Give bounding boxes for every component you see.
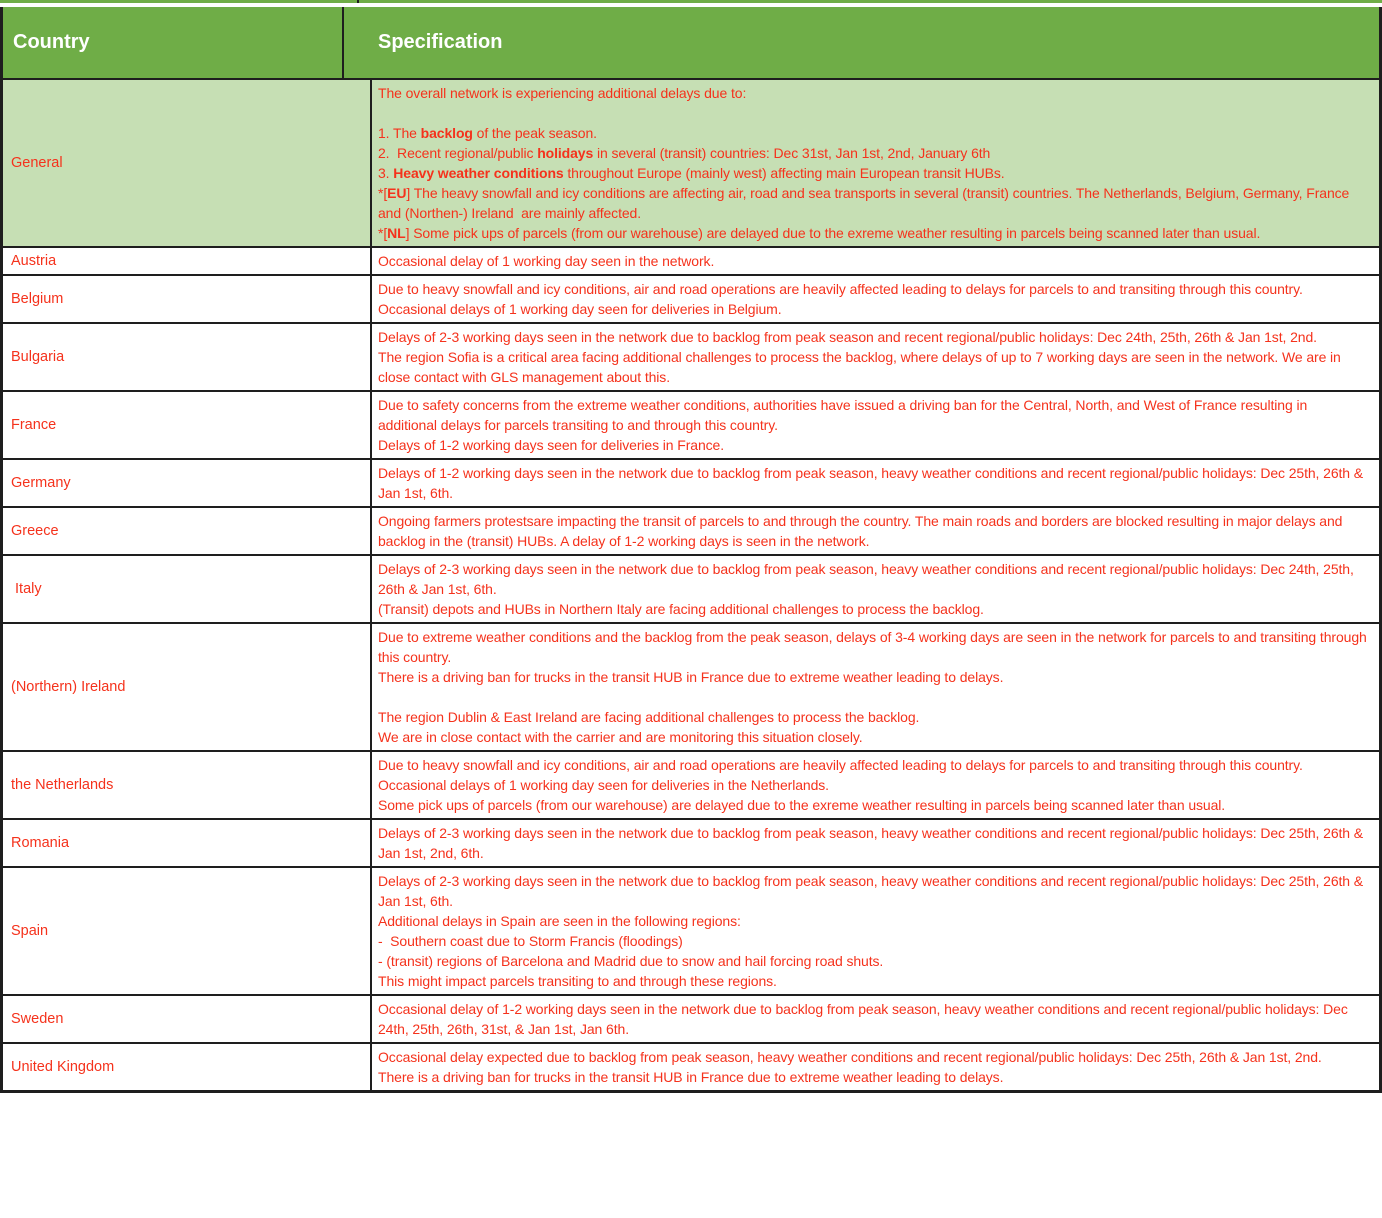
text-segment: Occasional delay expected due to backlog from peak season, heavy weather conditions and recent regional/public holidays: Dec 25th, 26th & Jan 1st, 2nd. [378,1049,1322,1065]
text-segment: We are in close contact with the carrier and are monitoring this situation closely. [378,729,863,745]
text-segment: of the peak season. [472,125,597,141]
text-segment: ] The heavy snowfall and icy conditions are affecting air, road and sea transports in several (transit) countries. The Netherlands, Belgium, Germany, France and (Northen-) Ireland are mainly affected. [378,185,1354,221]
text-segment: Delays of 2-3 working days seen in the network due to backlog from peak season, heavy weather conditions and recent regional/public holidays: Dec 25th, 26th & Jan 1st, 2nd, 6th. [378,825,1367,861]
spec-paragraph [378,435,1369,455]
spec-paragraph [378,775,1369,795]
text-segment: The region Dublin & East Ireland are facing additional challenges to process the backlog. [378,709,920,725]
spec-paragraph [378,559,1369,599]
country-cell: Spain [3,868,372,994]
spec-paragraph [378,911,1369,931]
text-segment: throughout Europe (mainly west) affecting main European transit HUBs. [563,165,1005,181]
spec-paragraph [378,347,1369,387]
table-row [3,820,1379,868]
country-cell: Bulgaria [3,324,372,390]
spec-paragraph [378,707,1369,727]
specification-cell [372,508,1379,554]
text-segment: This might impact parcels transiting to and through these regions. [378,973,777,989]
spec-paragraph [378,223,1369,243]
country-specification-table [0,7,1382,1093]
text-segment: Occasional delays of 1 working day seen for deliveries in the Netherlands. [378,777,829,793]
table-row [3,276,1379,324]
text-segment: 2. Recent regional/public [378,145,538,161]
spec-paragraph [378,931,1369,951]
specification-cell [372,1044,1379,1090]
spec-paragraph [378,143,1369,163]
text-segment: Additional delays in Spain are seen in the following regions: [378,913,741,929]
country-cell: Germany [3,460,372,506]
text-segment: The region Sofia is a critical area facing additional challenges to process the backlog, where delays of up to 7 working days are seen in the network. We are in close contact with GLS management about this. [378,349,1345,385]
table-row [3,752,1379,820]
spec-paragraph [378,795,1369,815]
text-segment: Due to heavy snowfall and icy conditions, air and road operations are heavily affected leading to delays for parcels to and transiting through this country. [378,757,1303,773]
country-cell: the Netherlands [3,752,372,818]
country-cell: Italy [3,556,372,622]
spec-paragraph [378,1047,1369,1067]
text-segment: Due to safety concerns from the extreme weather conditions, authorities have issued a driving ban for the Central, North, and West of France resulting in additional delays for parcels transiting to and through this country. [378,397,1311,433]
spec-paragraph [378,823,1369,863]
country-cell: (Northern) Ireland [3,624,372,750]
specification-cell [372,556,1379,622]
text-segment: Occasional delay of 1 working day seen in the network. [378,253,715,269]
table-row [3,868,1379,996]
country-cell: United Kingdom [3,1044,372,1090]
table-row [3,248,1379,276]
country-cell: General [3,80,372,246]
text-segment: Due to extreme weather conditions and the backlog from the peak season, delays of 3-4 working days are seen in the network for parcels to and transiting through this country. [378,629,1371,665]
text-segment: - (transit) regions of Barcelona and Madrid due to snow and hail forcing road shuts. [378,953,884,969]
bold-text-segment: NL [387,225,406,241]
text-segment: There is a driving ban for trucks in the transit HUB in France due to extreme weather leading to delays. [378,1069,1004,1085]
country-column-header: Country [13,31,90,53]
specification-cell [372,248,1379,274]
spec-paragraph [378,871,1369,911]
table-row [3,80,1379,248]
country-cell: Sweden [3,996,372,1042]
spec-paragraph [378,279,1369,299]
spec-paragraph [378,999,1369,1039]
spec-paragraph [378,327,1369,347]
text-segment: Delays of 1-2 working days seen in the network due to backlog from peak season, heavy weather conditions and recent regional/public holidays: Dec 25th, 26th & Jan 1st, 6th. [378,465,1367,501]
text-segment: 3. [378,165,394,181]
table-row [3,556,1379,624]
table-row [3,624,1379,752]
spec-paragraph [378,163,1369,183]
text-segment: Due to heavy snowfall and icy conditions, air and road operations are heavily affected leading to delays for parcels to and transiting through this country. [378,281,1303,297]
specification-cell [372,820,1379,866]
table-row [3,508,1379,556]
bold-text-segment: backlog [420,125,473,141]
spec-paragraph [378,83,1369,103]
table-row [3,1044,1379,1090]
spec-paragraph [378,727,1369,747]
text-segment: Delays of 2-3 working days seen in the network due to backlog from peak season, heavy weather conditions and recent regional/public holidays: Dec 24th, 25th, 26th & Jan 1st, 6th. [378,561,1358,597]
spec-paragraph [378,687,1369,707]
text-segment: ] Some pick ups of parcels (from our warehouse) are delayed due to the exreme weather resulting in parcels being scanned later than usual. [405,225,1261,241]
spec-paragraph [378,251,1369,271]
specification-cell [372,460,1379,506]
table-row [3,996,1379,1044]
country-cell: Romania [3,820,372,866]
bold-text-segment: holidays [537,145,594,161]
text-segment: *[ [378,185,388,201]
specification-column-header: Specification [342,7,1379,78]
spec-paragraph [378,183,1369,223]
spec-paragraph [378,299,1369,319]
spec-paragraph [378,103,1369,123]
spec-paragraph [378,667,1369,687]
text-segment: The overall network is experiencing additional delays due to: [378,85,747,101]
text-segment: *[ [378,225,388,241]
text-segment: Delays of 1-2 working days seen for deliveries in France. [378,437,725,453]
bold-text-segment: EU [387,185,407,201]
country-cell: France [3,392,372,458]
text-segment: - Southern coast due to Storm Francis (floodings) [378,933,683,949]
text-segment: Ongoing farmers protestsare impacting the transit of parcels to and through the country. The main roads and borders are blocked resulting in major delays and backlog in the (transit) HUBs. A delay of 1-2 working days is seen in the network. [378,513,1347,549]
spec-paragraph [378,599,1369,619]
table-row [3,460,1379,508]
spec-paragraph [378,463,1369,503]
text-segment: There is a driving ban for trucks in the transit HUB in France due to extreme weather leading to delays. [378,669,1004,685]
text-segment: Delays of 2-3 working days seen in the network due to backlog from peak season and recent regional/public holidays: Dec 24th, 25th, 26th & Jan 1st, 2nd. [378,329,1317,345]
table-body [3,80,1379,1090]
table-header-row [3,7,1379,80]
country-cell: Greece [3,508,372,554]
specification-cell [372,80,1379,246]
spec-paragraph [378,971,1369,991]
spec-paragraph [378,1067,1369,1087]
spec-paragraph [378,123,1369,143]
specification-cell [372,868,1379,994]
country-cell: Belgium [3,276,372,322]
specification-cell [372,752,1379,818]
bold-text-segment: Heavy weather conditions [393,165,564,181]
column-divider-tick [357,0,359,3]
specification-cell [372,624,1379,750]
text-segment: Occasional delay of 1-2 working days seen in the network due to backlog from peak season, heavy weather conditions and recent regional/public holidays: Dec 24th, 25th, 26th, 31st, & Jan 1st, Jan 6th. [378,1001,1352,1037]
previous-row-sliver [0,0,1382,3]
specification-cell [372,324,1379,390]
specification-cell [372,996,1379,1042]
text-segment: (Transit) depots and HUBs in Northern Italy are facing additional challenges to process the backlog. [378,601,984,617]
text-segment: 1. The [378,125,421,141]
text-segment: in several (transit) countries: Dec 31st, Jan 1st, 2nd, January 6th [593,145,991,161]
spec-paragraph [378,951,1369,971]
spec-paragraph [378,627,1369,667]
text-segment: Some pick ups of parcels (from our warehouse) are delayed due to the exreme weather resulting in parcels being scanned later than usual. [378,797,1226,813]
spec-paragraph [378,511,1369,551]
spec-paragraph [378,755,1369,775]
country-cell: Austria [3,248,372,274]
spec-paragraph [378,395,1369,435]
table-row [3,324,1379,392]
specification-cell [372,276,1379,322]
specification-cell [372,392,1379,458]
text-segment: Occasional delays of 1 working day seen for deliveries in Belgium. [378,301,782,317]
text-segment: Delays of 2-3 working days seen in the network due to backlog from peak season, heavy weather conditions and recent regional/public holidays: Dec 25th, 26th & Jan 1st, 6th. [378,873,1367,909]
table-row [3,392,1379,460]
